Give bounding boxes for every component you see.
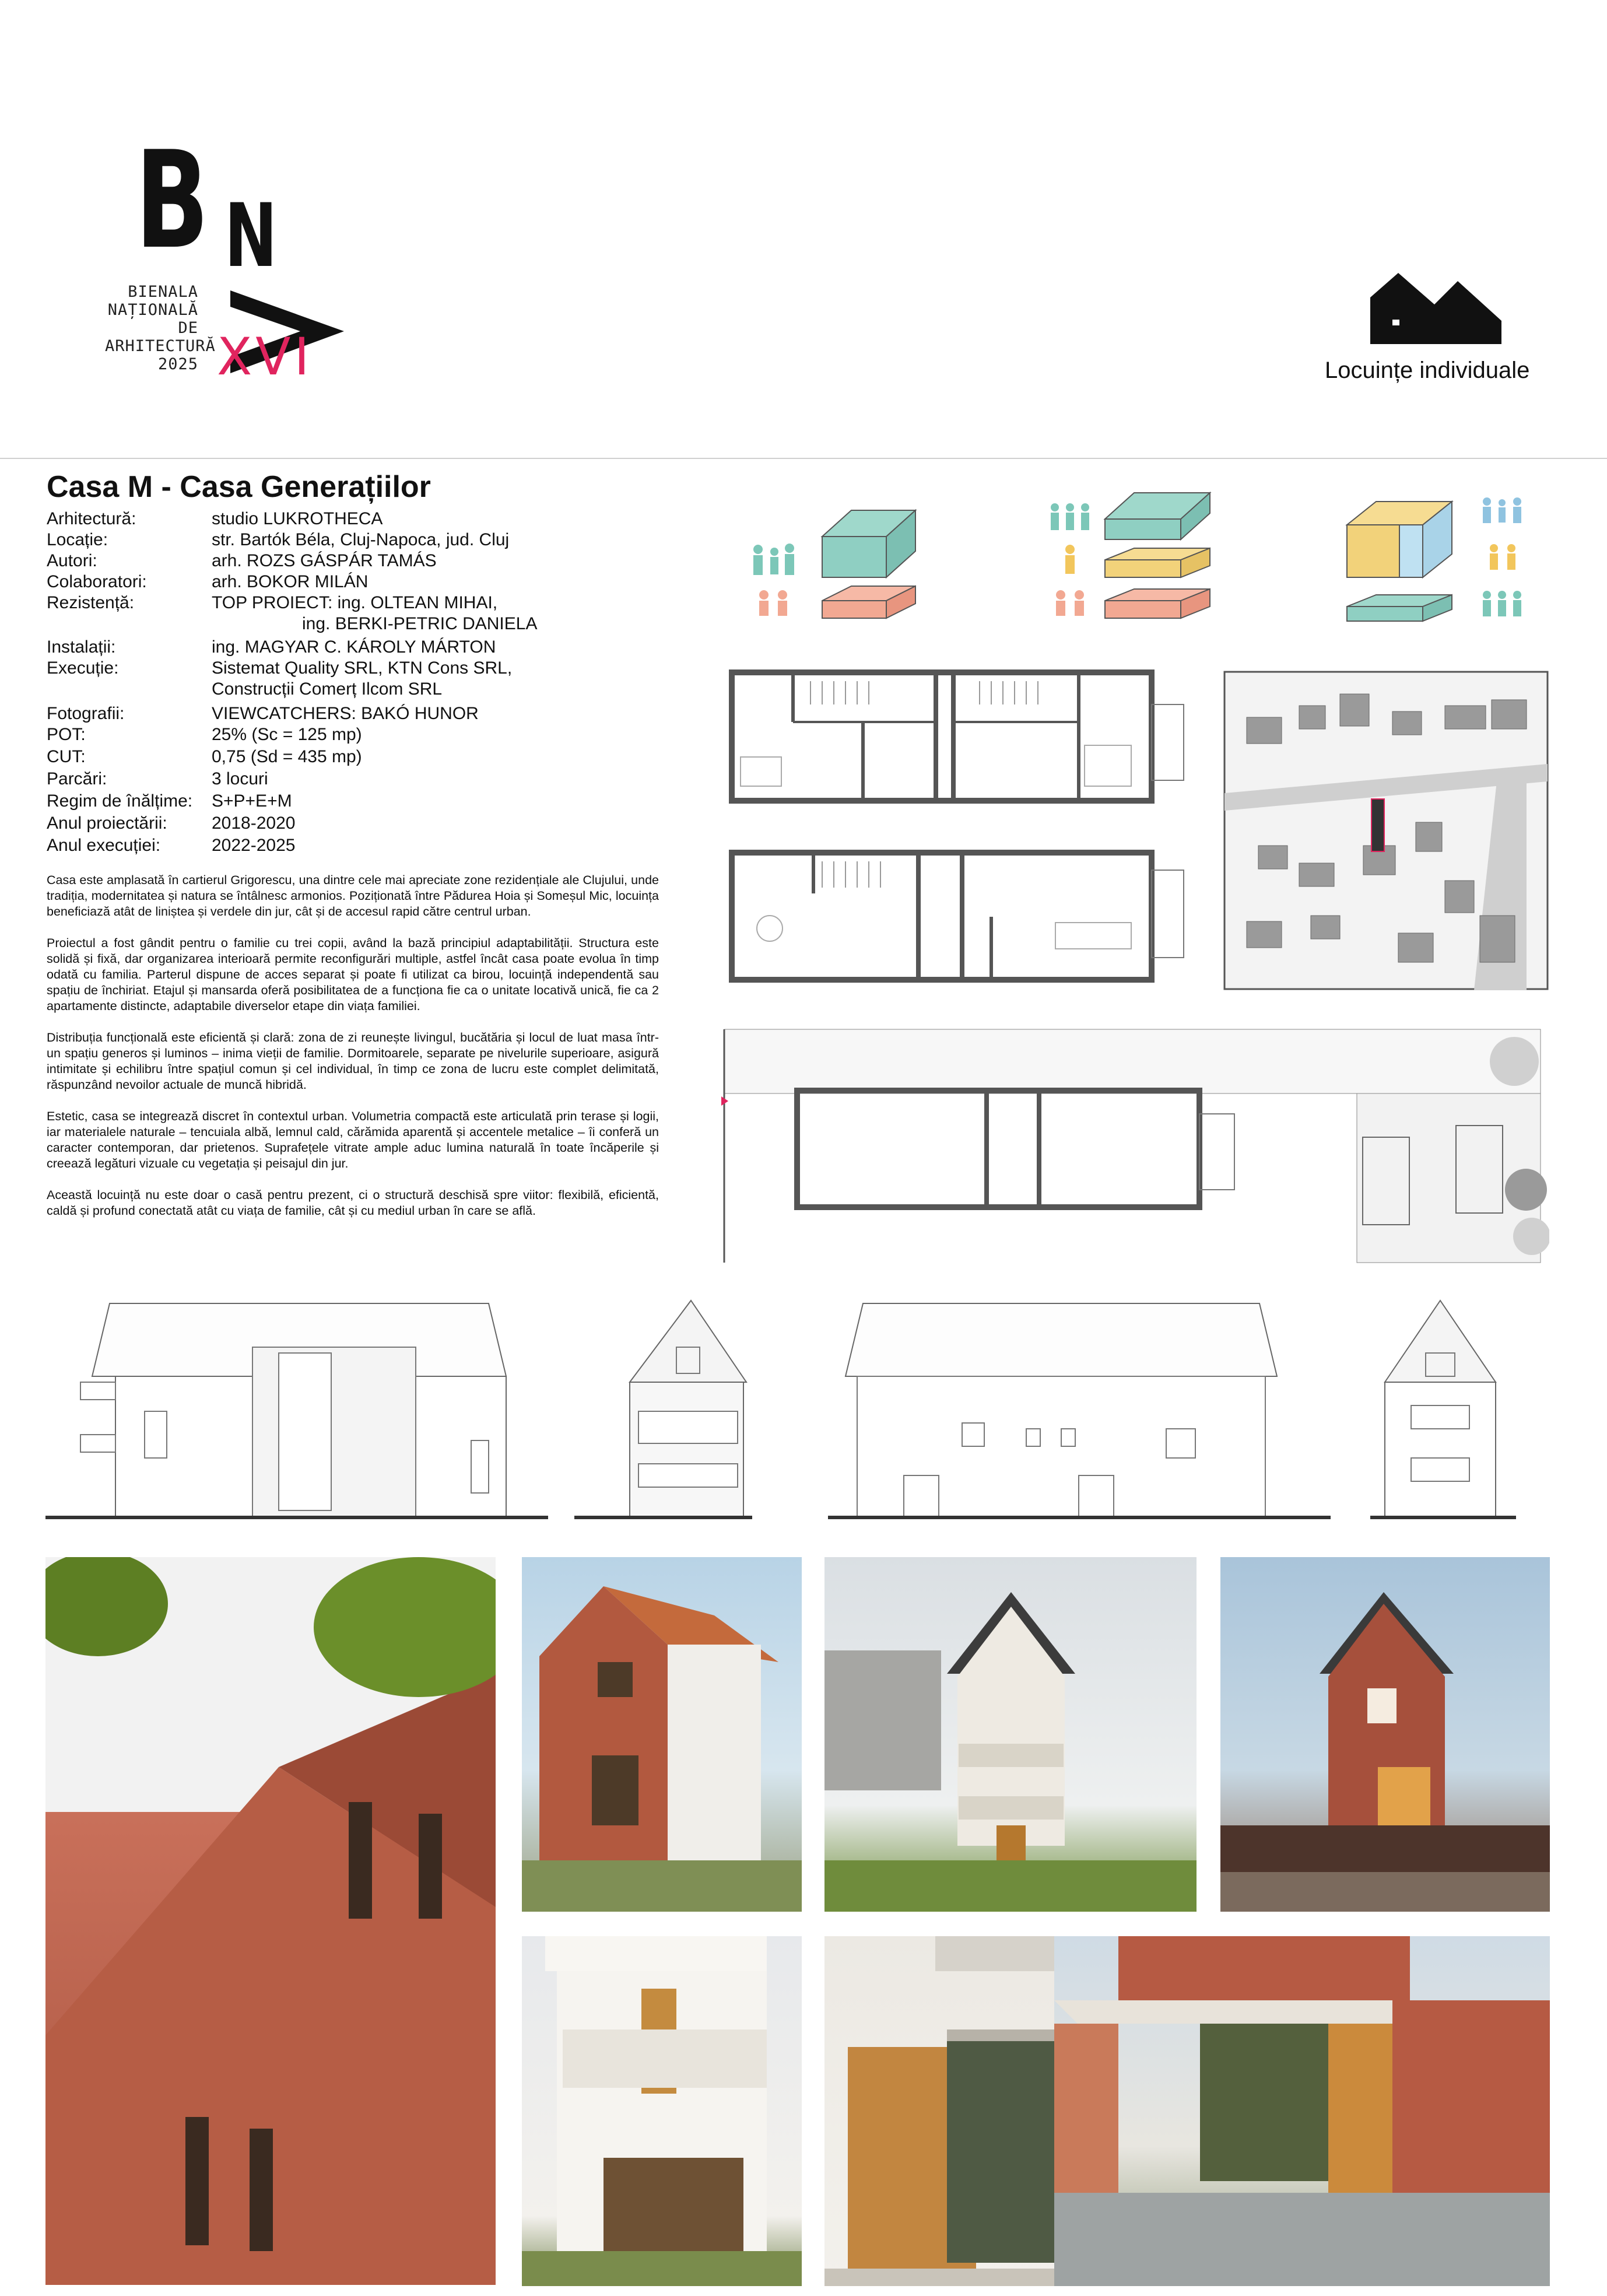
- people-icons-yellow: [1065, 545, 1075, 574]
- description-paragraph: Estetic, casa se integrează discret în contextul urban. Volumetria compactă este articulată prin terase și logii, iar materialele naturale – tencuiala albă, lemnul cald, cărămida aparentă și accentele metalice – îi conferă un caracter contemporan, dar prietenos. Suprafețele vitrate ample aduc lumina naturală în toate încăperile și creează legături vizuale cu vegetația și peisajul din jur.: [47, 1109, 659, 1170]
- info-key: POT:: [47, 725, 86, 744]
- info-key: Execuție:: [47, 658, 119, 678]
- info-value: Sistemat Quality SRL, KTN Cons SRL,: [212, 658, 513, 678]
- site-plan-context: [1223, 671, 1549, 990]
- project-description: [47, 872, 659, 1235]
- info-key: Arhitectură:: [47, 509, 136, 528]
- category-label: Locuințe individuale: [1325, 357, 1530, 383]
- description-paragraph: Proiectul a fost gândit pentru o familie cu trei copii, având la bază principiul adaptabilității. Structura este solidă și fixă, dar organizarea interioară permite reconfigurări multiple, astfel încât casa poate evolua în timp odată cu familia. Parterul dispune de acces separat și poate fi utilizat ca birou, locuință independentă sau spațiu de închiriat. Etajul și mansarda oferă posibilitatea de a funcționa fie ca o unitate locativă unică, fie ca 2 apartamente distincte, adaptabile diverselor etape din viața familiei.: [47, 936, 659, 1013]
- info-key: Anul proiectării:: [47, 814, 167, 833]
- info-value: 25% (Sc = 125 mp): [212, 725, 362, 744]
- info-value: S+P+E+M: [212, 791, 292, 811]
- info-value: Construcții Comerț Ilcom SRL: [212, 679, 443, 699]
- info-value: 2018-2020: [212, 814, 296, 833]
- logo-line-5: 2025: [157, 355, 198, 373]
- elevation-east: [1370, 1289, 1516, 1522]
- site-highlight: [1371, 799, 1384, 851]
- description-paragraph: Distribuția funcțională este eficientă și clară: zona de zi reunește livingul, bucătăria și locul de luat masa într-un spațiu generos și luminos – inima vieții de familie. Dormitoarele, separate pe nivelurile superioare, asigură intimitate și echilibru între spațiul comun și cel individual, în timp ce zona de lucru este complet delimitată, răspunzând nevoilor actuale de muncă hibridă.: [47, 1030, 659, 1092]
- photo-corner-view: [522, 1557, 802, 1912]
- info-key: Instalații:: [47, 637, 116, 657]
- site-plan-ground: [721, 1026, 1549, 1266]
- houses-silhouette-icon: [1370, 268, 1501, 344]
- info-value: 2022-2025: [212, 836, 296, 855]
- logo-letter-b: B: [135, 123, 209, 279]
- info-key: Anul execuției:: [47, 836, 161, 855]
- floor-plan-ground: [729, 841, 1190, 987]
- volume-diagram-3: [1341, 484, 1534, 630]
- photo-white-gable-front: [824, 1557, 1197, 1912]
- people-icons-salmon: [759, 590, 787, 616]
- people-icons-teal: [1483, 591, 1521, 616]
- info-value: ing. MAGYAR C. KÁROLY MÁRTON: [212, 637, 496, 657]
- volume-diagram-1: [741, 484, 933, 630]
- info-key: Rezistență:: [47, 593, 135, 612]
- volume-diagram-2: [1041, 484, 1233, 630]
- people-icons-teal: [753, 544, 794, 575]
- info-value: 3 locuri: [212, 769, 268, 788]
- info-key: Colaboratori:: [47, 572, 147, 591]
- info-value: ing. BERKI-PETRIC DANIELA: [302, 614, 538, 633]
- info-value: arh. BOKOR MILÁN: [212, 572, 369, 591]
- logo-line-3: DE: [178, 319, 198, 337]
- photo-brick-facade-detail: [45, 1557, 496, 2285]
- edition-number: XVI: [217, 327, 313, 387]
- info-value: arh. ROZS GÁSPÁR TAMÁS: [212, 551, 437, 570]
- info-key: Locație:: [47, 530, 108, 549]
- bna-logo: [105, 123, 350, 408]
- people-icons-teal: [1051, 503, 1089, 530]
- floor-plan-upper: [729, 669, 1190, 804]
- info-key: Autori:: [47, 551, 97, 570]
- photo-ground-floor-entrance: [1054, 1936, 1550, 2286]
- info-value: TOP PROIECT: ing. OLTEAN MIHAI,: [212, 593, 498, 612]
- logo-line-4: ARHITECTURĂ: [105, 337, 216, 355]
- page-header: [0, 0, 1607, 459]
- description-paragraph: Această locuință nu este doar o casă pentru prezent, ci o structură deschisă spre viitor: flexibilă, eficientă, caldă și profund conectată atât cu viața de familie, cât și cu mediul urban în care se află.: [47, 1188, 659, 1218]
- info-value: studio LUKROTHECA: [212, 509, 383, 528]
- info-key: Parcări:: [47, 769, 107, 788]
- logo-line-1: BIENALA: [128, 283, 198, 301]
- people-icons-blue: [1483, 497, 1521, 523]
- info-key: Fotografii:: [47, 704, 125, 723]
- info-value: 0,75 (Sd = 435 mp): [212, 747, 362, 766]
- elevation-north: [828, 1289, 1331, 1522]
- photo-white-facade-balconies: [522, 1936, 802, 2286]
- people-icons-salmon: [1056, 590, 1084, 616]
- info-value: str. Bartók Béla, Cluj-Napoca, jud. Cluj: [212, 530, 510, 549]
- logo-letter-n: N: [224, 185, 278, 287]
- people-icons-yellow: [1490, 544, 1515, 570]
- elevation-west: [574, 1289, 752, 1522]
- description-paragraph: Casa este amplasată în cartierul Grigorescu, una dintre cele mai apreciate zone rezidențiale ale Clujului, unde tradiția, modernitatea și natura se întâlnesc armonios. Poziționată între Pădurea Hoia și Someșul Mic, locuința beneficiază atât de liniștea și verdele din jur, cât și de accesul rapid către centrul urban.: [47, 873, 659, 919]
- elevation-south: [45, 1289, 548, 1522]
- info-key: CUT:: [47, 747, 86, 766]
- logo-text-block: [105, 283, 216, 373]
- logo-line-2: NAȚIONALĂ: [107, 301, 198, 319]
- project-title: Casa M - Casa Generațiilor: [47, 470, 431, 504]
- info-key: Regim de înălțime:: [47, 791, 193, 811]
- info-value: VIEWCATCHERS: BAKÓ HUNOR: [212, 704, 479, 723]
- photo-brick-gable-fence: [1220, 1557, 1550, 1912]
